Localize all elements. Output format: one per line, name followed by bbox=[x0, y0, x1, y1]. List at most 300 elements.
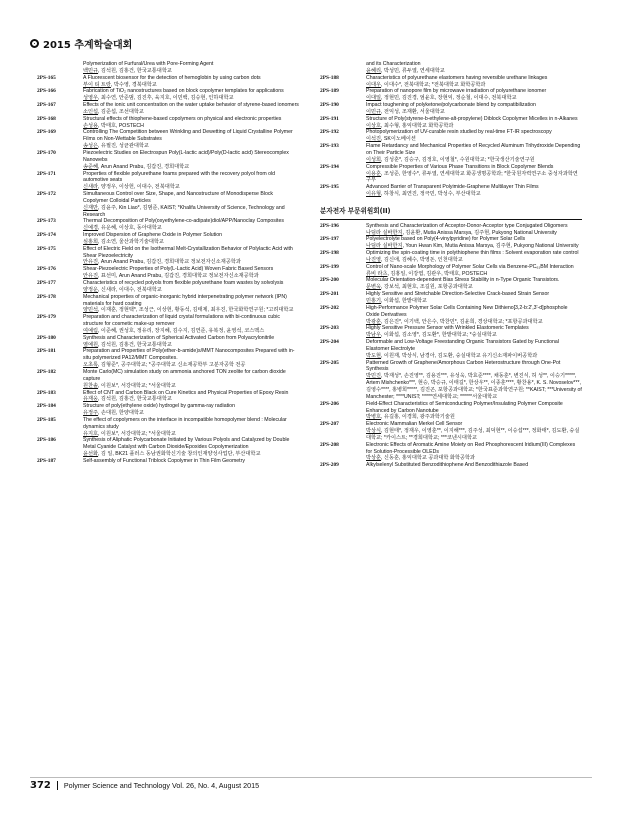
coauthors-affiliation: , 유필진, 성균관대학교 bbox=[98, 143, 149, 150]
coauthors-affiliation: , 신동훈, 홍익대학교 공과대학 화학공학과 bbox=[381, 455, 475, 462]
poster-body bbox=[83, 437, 299, 458]
poster-title: Alkylselenyl Substituted Benzodithiophene And Benzodithiazole Based bbox=[366, 462, 529, 469]
poster-authors bbox=[83, 184, 299, 191]
poster-authors bbox=[83, 396, 299, 403]
poster-entry bbox=[320, 339, 582, 360]
poster-entry bbox=[37, 61, 299, 68]
page-number: 372 bbox=[30, 780, 51, 791]
poster-authors bbox=[366, 373, 582, 400]
poster-entry bbox=[37, 458, 299, 465]
presenter-name: 박남우 bbox=[366, 332, 382, 339]
presenter-name: 이유형 bbox=[366, 191, 382, 198]
coauthors-affiliation: , 박재성*, 손진영**, 김용진***, 유성욱, 박효준****, 채동훈*, 변진식, 허 성**, 이승기*****, Artem Mishchenko***, 현승, 박승규, 이태길*, 한상우**, 이종훈****, 황찬용*, K. S. Novoselov***, 김영수****, 홍병희*****, 김진곤, 포항공과대학교; *한국표준과학연구원; **KAIST; ***University of Manchester; ****UNIST; *****연세대학교; ******서울대학교 bbox=[366, 373, 582, 400]
presenter-name: 안유진 bbox=[83, 273, 99, 280]
footer-divider bbox=[30, 777, 592, 778]
poster-authors bbox=[366, 271, 582, 278]
coauthors-affiliation: , 이원재, 박상식, 남경아, 김도환, 숭실대학교 유기신소재파이버공학과 bbox=[381, 352, 538, 359]
poster-entry bbox=[37, 390, 299, 404]
presenter-name: 이대우 bbox=[366, 81, 382, 88]
presenter-name: 박병호 bbox=[366, 414, 382, 421]
poster-code: 2PS-190 bbox=[320, 102, 339, 109]
poster-body bbox=[83, 116, 299, 130]
coauthors-affiliation: , 김홍일, 이강엽, 김관우, 박태호, POSTECH bbox=[387, 270, 488, 277]
presenter-name: 신예경 bbox=[83, 225, 99, 232]
poster-body bbox=[366, 143, 582, 164]
coauthors-affiliation: , Arun Anand Prabu, 김갑진, 경희대학교 bbox=[98, 163, 190, 170]
coauthors-affiliation: , 김신애, 김혜수, 박영돈, 인천대학교 bbox=[381, 256, 463, 263]
poster-code: 2PS-209 bbox=[320, 462, 339, 469]
poster-entry bbox=[320, 143, 582, 164]
poster-title: Improved Dispersion of Graphene Oxide in Polymer Solution bbox=[83, 232, 222, 239]
poster-code: 2PS-202 bbox=[320, 304, 339, 311]
poster-body bbox=[366, 264, 582, 278]
poster-authors bbox=[83, 164, 299, 171]
poster-body bbox=[83, 102, 299, 116]
poster-authors bbox=[83, 109, 299, 116]
coauthors-affiliation: , SK이노베이션 bbox=[381, 136, 416, 143]
left-column bbox=[37, 61, 299, 465]
poster-code: 2PS-208 bbox=[320, 441, 339, 448]
poster-title: The effect of copolymers on the interface in incompatible homopolymer blend : Molecular dynamics study bbox=[83, 416, 287, 430]
poster-authors bbox=[83, 287, 299, 294]
poster-entry bbox=[37, 417, 299, 438]
presenter-name: 신새라 bbox=[83, 184, 99, 191]
poster-code: 2PS-200 bbox=[320, 277, 339, 284]
presenter-name: 성영우 bbox=[83, 95, 99, 102]
poster-title: and its Characterization bbox=[366, 61, 421, 67]
poster-entry bbox=[37, 116, 299, 130]
poster-body bbox=[83, 266, 299, 280]
poster-authors bbox=[83, 328, 299, 335]
poster-authors bbox=[83, 383, 299, 390]
poster-entry bbox=[320, 164, 582, 185]
poster-entry bbox=[320, 223, 582, 237]
poster-entry bbox=[320, 360, 582, 401]
poster-body bbox=[83, 369, 299, 390]
presenter-name: 원찬솔 bbox=[83, 382, 99, 389]
coauthors-affiliation: , 김준섭, 조선대학교 bbox=[98, 108, 144, 115]
poster-authors bbox=[366, 157, 582, 164]
coauthors-affiliation: , 이원보*, 서강대학교; *서울대학교 bbox=[98, 430, 176, 437]
poster-title: Simultaneous Control over Size, Shape, and Nanostructure of Monodisperse Block Copolymer Colloidal Particles bbox=[83, 191, 274, 204]
poster-code: 2PS-172 bbox=[37, 191, 56, 198]
poster-code: 2PS-174 bbox=[37, 232, 56, 239]
poster-entry bbox=[320, 129, 582, 143]
presenter-name: 나딤라 실바한지 bbox=[366, 229, 403, 236]
poster-code: 2PS-198 bbox=[320, 250, 339, 257]
poster-authors bbox=[83, 205, 299, 219]
presenter-name: 소인섭 bbox=[83, 108, 99, 115]
poster-body bbox=[83, 171, 299, 192]
coauthors-affiliation: , 김은진*, 이기백, 안은수, 박찬민*, 김윤희, 경상대학교; *포항공과대학교 bbox=[381, 318, 543, 325]
poster-authors bbox=[83, 410, 299, 417]
coauthors-affiliation: , 박태호, POSTECH bbox=[98, 122, 144, 129]
coauthors-affiliation: , 김소연, 울산과학기술대학교 bbox=[98, 238, 164, 245]
poster-body bbox=[366, 102, 582, 116]
poster-title: Electronic Effects of Aromatic Amine Moiety on Red Phosphorescent Iridium(III) Complexes for Solution-Processible OLEDs bbox=[366, 441, 576, 455]
coauthors-affiliation: , 김석원, 김홍건, 한국교통대학교 bbox=[98, 341, 172, 348]
coauthors-affiliation: , 유운혜, 이상호, 동아대학교 bbox=[98, 225, 162, 232]
poster-entry bbox=[37, 348, 299, 369]
poster-code: 2PS-191 bbox=[320, 115, 339, 122]
poster-code: 2PS-177 bbox=[37, 280, 56, 286]
poster-title: Photopolymerization of UV-curable resin studied by real-time FT-IR spectroscopy bbox=[366, 129, 552, 136]
poster-title: Synthesis and Characterization of Acceptor-Donor-Acceptor type Conjugated Oligomers bbox=[366, 222, 568, 229]
coauthors-affiliation: , 유길홍, 이경희, 광주과학기술원 bbox=[381, 414, 455, 421]
poster-title: Structure of poly(ethylene oxide) hydrogel by gamma-ray radiation bbox=[83, 403, 235, 410]
poster-entry bbox=[37, 150, 299, 171]
poster-body bbox=[83, 417, 299, 438]
poster-body bbox=[83, 150, 299, 171]
poster-authors bbox=[83, 259, 299, 266]
poster-body bbox=[366, 236, 582, 250]
presenter-name: 부이 티 트랑 bbox=[83, 81, 111, 88]
poster-body bbox=[366, 421, 582, 442]
poster-title: Structural effects of thiophene-based copolymers on physical and electronic properties bbox=[83, 115, 282, 122]
poster-body bbox=[366, 223, 582, 237]
poster-authors bbox=[366, 171, 582, 185]
poster-authors bbox=[83, 68, 299, 75]
coauthors-affiliation: , 조성준, 한영수*, 류두열, 연세대학교 화공생명공학과; *한국원자력연구소 중성자과학연구부 bbox=[366, 170, 578, 184]
poster-title: Preparation and characterization of liquid crystal formulations with bi-continuous cubic structure for cosmetic make-up remover bbox=[83, 314, 280, 328]
poster-body bbox=[366, 250, 582, 264]
poster-body bbox=[83, 280, 299, 294]
poster-entry bbox=[320, 102, 582, 116]
poster-title: Field-Effect Characteristics of Semiconducting Polymer/Insulating Polymer Composite Enhanced by Carbon Nanotube bbox=[366, 400, 563, 414]
poster-body bbox=[366, 61, 582, 75]
coauthors-affiliation: , 김현태*, 정재우, 이영훈**, 이지해***, 김주성, 최덕현**, 이승섭***, 정화태*, 김도환, 숭실대학교; *카이스트; **경희대학교; ***코넨시대학교 bbox=[366, 428, 580, 441]
poster-authors bbox=[366, 230, 582, 237]
page-header bbox=[30, 36, 132, 51]
coauthors-affiliation: , 박성민, 류두열, 연세대학교 bbox=[381, 67, 445, 74]
poster-entry bbox=[37, 88, 299, 102]
poster-code: 2PS-196 bbox=[320, 222, 339, 229]
poster-body bbox=[366, 401, 582, 422]
poster-code bbox=[320, 61, 366, 75]
section-title: 분자전자 부문위원회(II) bbox=[320, 206, 391, 215]
poster-body bbox=[83, 61, 299, 68]
poster-authors bbox=[83, 95, 299, 102]
poster-body bbox=[83, 68, 299, 75]
poster-body bbox=[366, 462, 582, 469]
poster-authors bbox=[366, 319, 582, 326]
presenter-name: 이대일 bbox=[366, 95, 382, 102]
presenter-name: 염예원 bbox=[83, 341, 99, 348]
poster-authors bbox=[83, 451, 299, 458]
poster-entry bbox=[320, 442, 582, 463]
coauthors-affiliation: , 김석원, 김홍건, 한국교통대학교 bbox=[98, 396, 172, 403]
poster-title: Effect of Electric Field on the Isothermal Melt-Crystallization Behavior of Polylactic Acid with Shear Piezoelectricity bbox=[83, 245, 293, 259]
poster-authors bbox=[366, 95, 582, 102]
poster-code: 2PS-187 bbox=[37, 457, 56, 464]
poster-entry bbox=[37, 129, 299, 150]
presenter-name: 박도현 bbox=[366, 352, 382, 359]
presenter-name: 손성용 bbox=[83, 122, 99, 129]
poster-code: 2PS-173 bbox=[37, 218, 56, 225]
presenter-name: 이상호 bbox=[366, 122, 382, 129]
poster-code bbox=[37, 61, 83, 68]
poster-body bbox=[366, 164, 582, 185]
page-footer bbox=[30, 780, 259, 791]
poster-body bbox=[83, 88, 299, 102]
poster-code: 2PS-179 bbox=[37, 314, 56, 321]
poster-title: Synthesis of Aliphatic Polycarbonate Initiated by Various Polyols and Catalyzed by Double Metal Cyanide Catalyst with Carbon Dioxide/Epoxides Copolymerization bbox=[83, 437, 290, 451]
poster-entry bbox=[320, 305, 582, 326]
coauthors-affiliation: , 신새라, 이대수, 전북대학교 bbox=[98, 286, 162, 293]
poster-entry bbox=[37, 171, 299, 192]
presenter-name: 민홍기 bbox=[366, 298, 382, 304]
poster-entry bbox=[37, 403, 299, 417]
poster-authors bbox=[366, 243, 582, 250]
poster-entry bbox=[37, 369, 299, 390]
poster-title: Monte Carlo(MC) simulation study on ammonia anchored TON zeolite for carbon dioxide capture bbox=[83, 368, 286, 382]
poster-entry bbox=[320, 291, 582, 305]
poster-entry bbox=[37, 232, 299, 246]
poster-code: 2PS-171 bbox=[37, 170, 56, 177]
presenter-name: 류비 라츠 bbox=[366, 270, 388, 277]
poster-title: Flame Retardancy and Mechanical Properties of Recycled Aluminum Trihydroxide Depending on Their Particle Size bbox=[366, 143, 581, 156]
poster-entry bbox=[320, 184, 582, 198]
poster-authors bbox=[366, 109, 582, 116]
poster-body bbox=[366, 184, 582, 198]
poster-authors bbox=[366, 428, 582, 442]
poster-title: Preparation and Properties of Poly(ether-b-amide)s/MMT Nanocomposites Prepared with in-situ polymerized PA12/MMT Composites. bbox=[83, 348, 295, 362]
poster-authors bbox=[83, 273, 299, 280]
coauthors-affiliation: , 김 일, BK21 플러스 동남권화학신기술 창의인재양성사업단, 부산대학교 bbox=[98, 451, 261, 458]
poster-body bbox=[366, 339, 582, 360]
poster-code: 2PS-186 bbox=[37, 437, 56, 444]
poster-code: 2PS-205 bbox=[320, 359, 339, 366]
poster-entry bbox=[37, 75, 299, 89]
poster-title: Impact toughening of polyketone/polycarbonate blend by compatibilization bbox=[366, 102, 536, 109]
coauthors-affiliation: , 김형준*, 공주대학교; *공주대학교 신소재공학부 고분자공학 전공 bbox=[98, 362, 246, 369]
poster-title: Deformable and Low-Voltage Freestanding Organic Transistors Gated by Functional Elastomer Electrolyte bbox=[366, 339, 559, 352]
poster-authors bbox=[83, 225, 299, 232]
poster-title: Thermal Decomposition of Poly(oxyethylene-co-adipate)diol/APP/Nanoclay Composites bbox=[83, 218, 284, 225]
poster-entry bbox=[37, 437, 299, 458]
poster-entry bbox=[320, 325, 582, 339]
poster-authors bbox=[366, 455, 582, 462]
poster-body bbox=[366, 291, 582, 305]
poster-body bbox=[83, 191, 299, 218]
poster-entry bbox=[320, 421, 582, 442]
poster-code: 2PS-194 bbox=[320, 163, 339, 170]
poster-title: Polyelectrolyte based on Poly(4-vinylpyridine) for Polymer Solar Cells bbox=[366, 236, 526, 243]
poster-entry bbox=[320, 61, 582, 75]
poster-authors bbox=[366, 414, 582, 421]
poster-body bbox=[83, 348, 299, 369]
poster-authors bbox=[83, 123, 299, 130]
poster-body bbox=[83, 335, 299, 349]
poster-code: 2PS-165 bbox=[37, 74, 56, 81]
presenter-name: 문변욱 bbox=[366, 284, 382, 291]
poster-title: Highly Sensitive Pressure Sensor with Wrinkled Elastomeric Templates bbox=[366, 325, 529, 332]
right-column bbox=[320, 61, 582, 469]
poster-authors bbox=[366, 284, 582, 291]
poster-entry bbox=[320, 277, 582, 291]
coauthors-affiliation: , 전익성, 조재환, 서울대학교 bbox=[381, 108, 445, 115]
poster-body bbox=[83, 246, 299, 267]
poster-code: 2PS-167 bbox=[37, 102, 56, 109]
presenter-name: 양민석 bbox=[83, 307, 99, 314]
poster-entry bbox=[320, 264, 582, 278]
presenter-name: 박상식 bbox=[366, 428, 382, 435]
presenter-name: 송준혜 bbox=[83, 163, 99, 170]
coauthors-affiliation: , 최수형, 홍익대학교 화학공학과 bbox=[381, 122, 454, 129]
footer-separator bbox=[57, 781, 58, 790]
poster-body bbox=[83, 129, 299, 150]
coauthors-affiliation: , 손대원, 한양대학교 bbox=[98, 410, 144, 417]
poster-authors bbox=[366, 136, 582, 143]
poster-authors bbox=[83, 239, 299, 246]
presenter-name: 윤선화 bbox=[83, 451, 99, 458]
coauthors-affiliation: , 표선미, Arun Anand Prabu, 김갑진, 경희대학교 정보전자신소재공학과 bbox=[98, 273, 259, 280]
poster-title: Electronic Mammalian Merkel Cell Sensor bbox=[366, 421, 463, 428]
poster-code: 2PS-189 bbox=[320, 88, 339, 95]
presenter-name: 나진영 bbox=[366, 256, 382, 263]
poster-body bbox=[366, 116, 582, 130]
poster-title: Patterned Growth of Graphene/Amorphous Carbon Heterostructure through One-Pot Synthesis bbox=[366, 359, 561, 373]
poster-title: Shear-Piezoelectric Properties of Poly(L-Lactic Acid) Woven Fabric Based Sensors bbox=[83, 266, 274, 273]
presenter-name: 양정운 bbox=[83, 286, 99, 293]
coauthors-affiliation: , 이재훈, 정현택*, 조성근, 이상헌, 황동석, 김태제, 최우진, 한국화학연구원; *고려대학교 bbox=[98, 307, 294, 314]
coauthors-affiliation: , 하창식, 최연진, 정극민, 박성수, 부산대학교 bbox=[381, 191, 481, 198]
poster-title: Effects of the ionic unit concentration on the water uptake behavior of styrene-based ionomers bbox=[83, 102, 299, 109]
poster-title: Properties of flexible polyurethane foams prepared with the recovery polyol from old automotive seats bbox=[83, 170, 276, 184]
poster-code: 2PS-170 bbox=[37, 149, 56, 156]
poster-title: Self-assembly of Functional Triblock Copolymer in Thin Film Geometry bbox=[83, 457, 245, 464]
coauthors-affiliation: , 이화섭, 한밭대학교 bbox=[381, 298, 427, 304]
poster-authors bbox=[366, 191, 582, 198]
poster-authors bbox=[83, 307, 299, 314]
poster-title: Fabrication of TiO₂ nanostructures based on block copolymer templates for applications bbox=[83, 88, 284, 95]
poster-entry bbox=[320, 401, 582, 422]
poster-code: 2PS-169 bbox=[37, 129, 56, 136]
presenter-name: 유정주 bbox=[83, 410, 99, 417]
presenter-name: 윤혜리 bbox=[366, 67, 382, 74]
poster-body bbox=[366, 360, 582, 401]
poster-authors bbox=[83, 143, 299, 150]
poster-title: High-Performance Polymer Solar Cells Containing New Dithieno[3,2-b:2',3'-d]phosphole Oxide Derivatives bbox=[366, 304, 568, 318]
poster-authors bbox=[366, 68, 582, 75]
poster-body bbox=[366, 442, 582, 463]
poster-entry bbox=[37, 314, 299, 335]
coauthors-affiliation: , 이원보*, 서강대학교; *서울대학교 bbox=[98, 382, 176, 389]
poster-body bbox=[366, 305, 582, 326]
poster-title: Mechanical properties of organic-inorganic hybrid interpenetrating polymer network (IPN) materials for hard coating bbox=[83, 293, 287, 307]
poster-code: 2PS-192 bbox=[320, 129, 339, 136]
poster-authors bbox=[83, 61, 299, 68]
poster-body bbox=[83, 75, 299, 89]
coauthors-affiliation: , 김윤환, Mutia Anissa Marsya, 김주현, Pukyong National University bbox=[402, 229, 557, 236]
poster-title: Control of Nano-scale Morphology of Polymer Solar Cells via Benzene-PC₆₁BM Interaction bbox=[366, 263, 574, 270]
section-entry-list bbox=[320, 223, 582, 469]
presenter-name: 심홍희 bbox=[83, 238, 99, 245]
poster-title: Piezoelectric Studies on Electrospun Poly(L-lactic acid)/Poly(D-lactic acid) Stereocomplex Nanowebs bbox=[83, 149, 289, 163]
poster-title: Preparation of nanopore film by microwave irradiation of polyurethane ionomer bbox=[366, 88, 547, 95]
poster-authors bbox=[366, 82, 582, 89]
poster-entry bbox=[320, 250, 582, 264]
coauthors-affiliation: , Youn Hwan Kim, Mutia Anissa Marsya, 김주현, Pukyong National University bbox=[402, 243, 579, 250]
poster-code: 2PS-201 bbox=[320, 291, 339, 298]
presenter-name: 이민규 bbox=[366, 108, 382, 115]
poster-title: Structure of Poly(styrene-b-ethylene-alt-propylene) Diblock Copolymer Micelles in n-Alkanes bbox=[366, 115, 578, 122]
presenter-name: 박광훈 bbox=[366, 318, 382, 325]
poster-code: 2PS-184 bbox=[37, 403, 56, 410]
coauthors-affiliation: , 양정우, 이상헌, 이대수, 전북대학교 bbox=[98, 184, 180, 191]
poster-entry bbox=[37, 102, 299, 116]
poster-body bbox=[83, 218, 299, 232]
poster-code: 2PS-207 bbox=[320, 421, 339, 428]
poster-code: 2PS-203 bbox=[320, 325, 339, 332]
poster-code: 2PS-176 bbox=[37, 266, 56, 273]
coauthors-affiliation: , 김윤주, Kin Liao*, 김범준, KAIST; *Khalifa University of Science, Technology and Research bbox=[83, 204, 285, 218]
presenter-name: 나딤라 실바한지 bbox=[366, 243, 403, 250]
presenter-name: 송성은 bbox=[83, 143, 99, 150]
poster-entry bbox=[320, 116, 582, 130]
poster-code: 2PS-204 bbox=[320, 339, 339, 346]
poster-code bbox=[37, 68, 83, 75]
poster-body bbox=[83, 458, 299, 465]
coauthors-affiliation: , 김석원, 김홍건, 한국교통대학교 bbox=[98, 67, 172, 74]
conference-logo-icon bbox=[30, 39, 39, 48]
coauthors-affiliation: , 정현민, 김진경, 엄윤호, 장현익, 정순철, 이대수, 전북대학교 bbox=[381, 95, 517, 102]
poster-title: Characteristics of recycled polyols from flexible polyurethane foam wastes by solvolysis bbox=[83, 280, 284, 286]
coauthors-affiliation: , 이화섭, 김소영*, 김도환*, 한밭대학교; *숭실대학교 bbox=[381, 332, 497, 339]
presenter-name: 유재웅 bbox=[83, 396, 99, 403]
poster-entry bbox=[37, 335, 299, 349]
poster-entry bbox=[37, 191, 299, 218]
poster-code: 2PS-181 bbox=[37, 348, 56, 355]
poster-title: Highly Sensitive and Stretchable Direction-Selective Crack-based Strain Sensor bbox=[366, 291, 550, 298]
poster-entry bbox=[320, 75, 582, 89]
presenter-name: 이용훈 bbox=[366, 170, 382, 177]
poster-authors bbox=[366, 123, 582, 130]
poster-title: Synthesis and Characterization of Spherical Activated Carbon from Polyacrylonitrile bbox=[83, 334, 275, 341]
poster-body bbox=[83, 294, 299, 315]
poster-authors bbox=[366, 298, 582, 305]
poster-entry bbox=[37, 294, 299, 315]
poster-entry bbox=[37, 266, 299, 280]
presenter-name: 여예림 bbox=[83, 327, 99, 334]
coauthors-affiliation: , 최수연, 안준범, 김진후, 육지호, 이민백, 김승현, 인하대학교 bbox=[98, 95, 234, 102]
poster-code: 2PS-180 bbox=[37, 334, 56, 341]
poster-title: A Fluorescent biosensor for the detection of hemoglobin by using carbon dots bbox=[83, 74, 261, 81]
poster-body bbox=[366, 129, 582, 143]
poster-authors bbox=[366, 332, 582, 339]
poster-code: 2PS-188 bbox=[320, 74, 339, 81]
presenter-name: 안유진 bbox=[83, 259, 99, 266]
poster-entry bbox=[37, 68, 299, 75]
poster-code: 2PS-185 bbox=[37, 416, 56, 423]
poster-entry bbox=[320, 88, 582, 102]
poster-title: Molecular Orientation-dependent Bias Stress Stability in n-Type Organic Transistors. bbox=[366, 277, 560, 284]
poster-authors bbox=[83, 431, 299, 438]
poster-authors bbox=[83, 82, 299, 89]
presenter-name: 백민규 bbox=[83, 67, 99, 74]
poster-code: 2PS-193 bbox=[320, 143, 339, 150]
coauthors-affiliation: Polymerization of Furfural/Urea with Pore-Forming Agent bbox=[83, 61, 214, 67]
presenter-name: 이성희 bbox=[366, 156, 382, 163]
poster-code: 2PS-197 bbox=[320, 236, 339, 243]
poster-title: Controlling The Competition between Wrinkling and Dewetting of Liquid Crystalline Polymer Films on Non-Wettable Substrates bbox=[83, 129, 293, 143]
poster-entry bbox=[320, 462, 582, 469]
poster-code: 2PS-178 bbox=[37, 293, 56, 300]
poster-authors bbox=[366, 353, 582, 360]
presenter-name: 박민진 bbox=[366, 373, 382, 380]
poster-code: 2PS-199 bbox=[320, 263, 339, 270]
poster-title: Compressible Properties of Various Phase Transitions in Block Copolymer Blends bbox=[366, 163, 554, 170]
